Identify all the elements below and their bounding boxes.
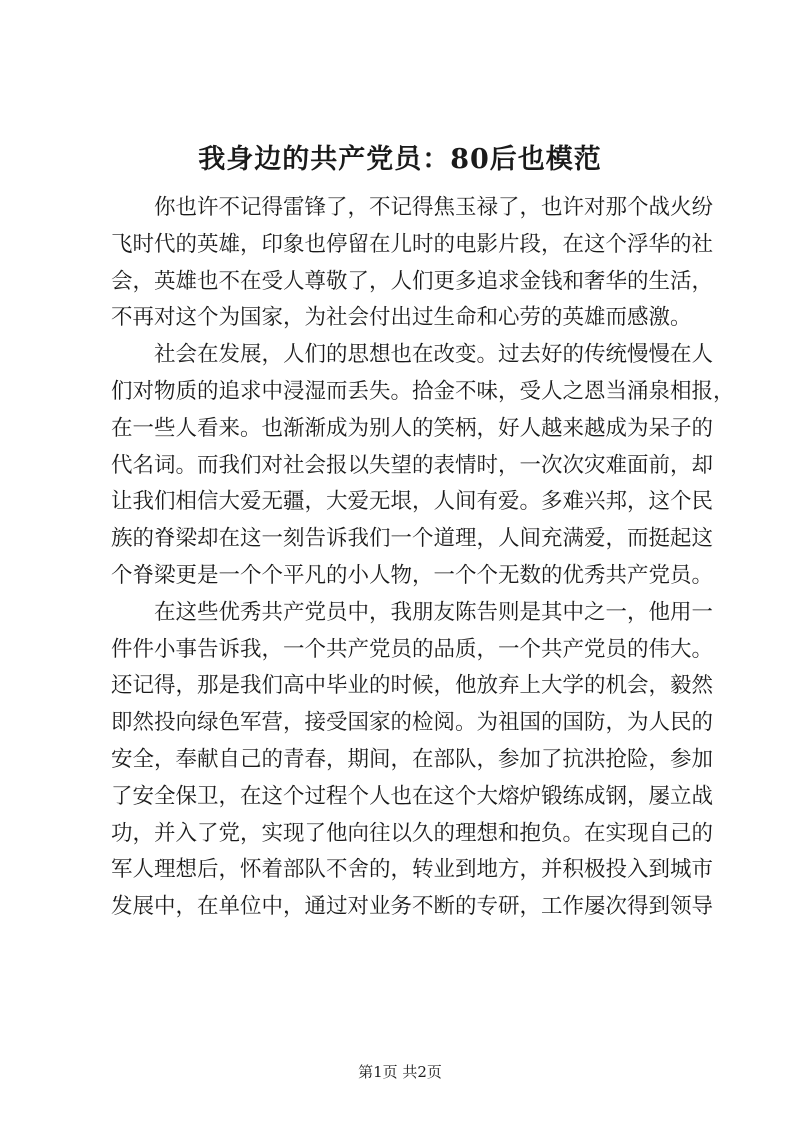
paragraph-1-line-2: 飞时代的英雄，印象也停留在儿时的电影片段，在这个浮华的社 [111,231,714,257]
paragraph-2-line-1: 社会在发展，人们的思想也在改变。过去好的传统慢慢在人 [154,342,714,368]
paragraph-3-line-3: 还记得，那是我们高中毕业的时候，他放弃上大学的机会，毅然 [111,673,714,699]
paragraph-1-line-3: 会，英雄也不在受人尊敬了，人们更多追求金钱和奢华的生活， [111,268,714,294]
paragraph-3-line-5: 安全，奉献自己的青春，期间，在部队，参加了抗洪抢险，参加 [111,746,714,772]
paragraph-3-line-7: 功，并入了党，实现了他向往以久的理想和抱负。在实现自己的 [111,820,714,846]
paragraph-3-line-9: 发展中，在单位中，通过对业务不断的专研，工作屡次得到领导 [111,894,714,920]
paragraph-1-line-1: 你也许不记得雷锋了，不记得焦玉禄了，也许对那个战火纷 [154,195,714,220]
paragraph-3-line-4: 即然投向绿色军营，接受国家的检阅。为祖国的国防，为人民的 [111,710,714,736]
paragraph-2-line-7: 个脊梁更是一个个平凡的小人物，一个个无数的优秀共产党员。 [111,562,714,588]
paragraph-2-line-4: 代名词。而我们对社会报以失望的表情时，一次次灾难面前，却 [111,452,714,478]
paragraph-3-line-6: 了安全保卫，在这个过程个人也在这个大熔炉锻练成钢，屡立战 [111,783,714,809]
paragraph-3-line-1: 在这些优秀共产党员中，我朋友陈告则是其中之一，他用一 [154,599,714,625]
paragraph-2-line-2: 们对物质的追求中浸湿而丢失。拾金不味，受人之恩当涌泉相报， [111,378,735,404]
page-title: 我身边的共产党员：80后也模范 [198,144,602,175]
paragraph-1-line-4: 不再对这个为国家，为社会付出过生命和心劳的英雄而感激。 [111,305,692,331]
paragraph-2-line-6: 族的脊梁却在这一刻告诉我们一个道理，人间充满爱，而挺起这 [111,526,714,552]
paragraph-3-line-2: 件件小事告诉我，一个共产党员的品质，一个共产党员的伟大。 [111,636,714,662]
page-footer: 第1页 共2页 [358,1063,442,1081]
document-body [111,190,735,926]
paragraph-2-line-3: 在一些人看来。也渐渐成为别人的笑柄，好人越来越成为呆子的 [111,415,714,441]
paragraph-2-line-5: 让我们相信大爱无疆，大爱无垠，人间有爱。多难兴邦，这个民 [111,489,714,515]
paragraph-3-line-8: 军人理想后，怀着部队不舍的，转业到地方，并积极投入到城市 [111,857,714,883]
